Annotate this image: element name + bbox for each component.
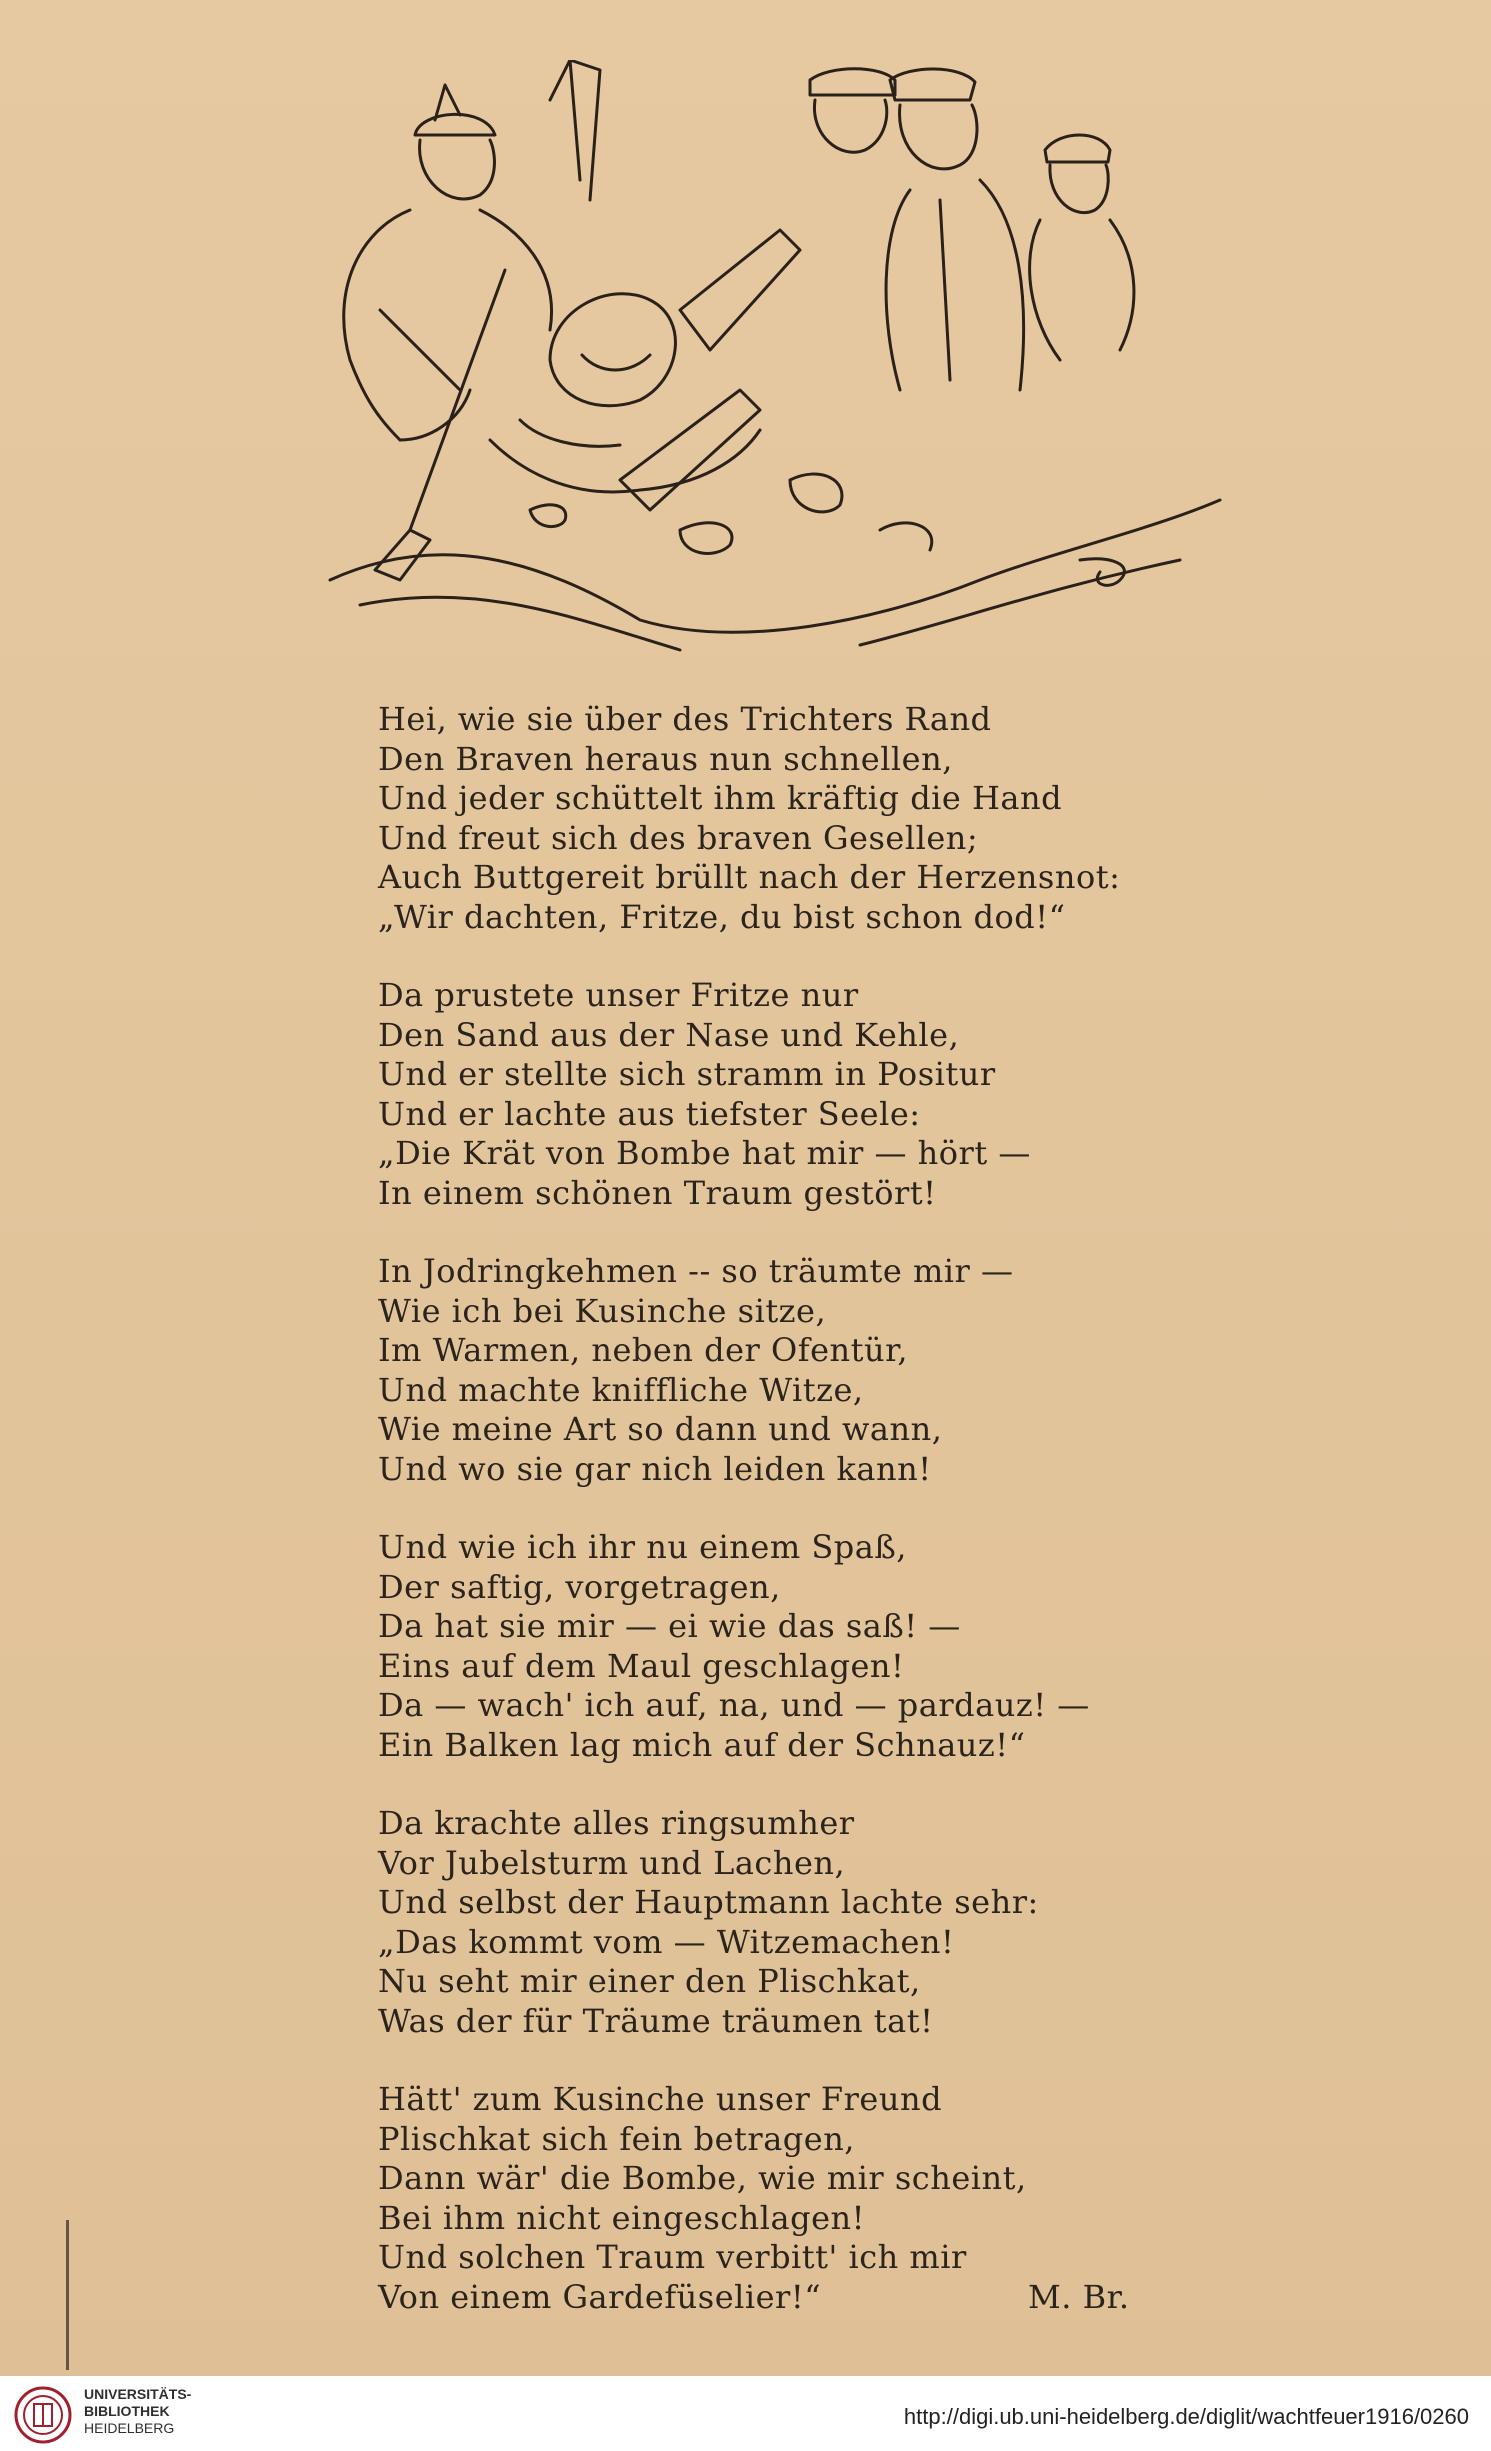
verse-line: Hei, wie sie über des Trichters Rand <box>378 700 992 738</box>
library-name-line2: BIBLIOTHEK <box>84 2403 170 2419</box>
margin-mark <box>66 2220 69 2370</box>
verse-line: Eins auf dem Maul geschlagen! <box>378 1646 905 1685</box>
verse-line: Den Sand aus der Nase und Kehle, <box>378 1015 960 1054</box>
verse-line: Da prustete unser Fritze nur <box>378 976 859 1014</box>
stanza <box>378 976 1178 1213</box>
verse-line: Plischkat sich fein betragen, <box>378 2119 855 2158</box>
verse-line: Den Braven heraus nun schnellen, <box>378 739 953 778</box>
stanza <box>378 1252 1178 1489</box>
verse-line: Nu seht mir einer den Plischkat, <box>378 1962 921 2000</box>
library-name-line1: UNIVERSITÄTS- <box>84 2386 192 2402</box>
stanza <box>378 2080 1178 2317</box>
verse-line: Und freut sich des braven Gesellen; <box>378 818 979 857</box>
verse-line: Wie ich bei Kusinche sitze, <box>378 1291 827 1330</box>
verse-line-last <box>378 2278 1178 2318</box>
verse-line: Ein Balken lag mich auf der Schnauz!“ <box>378 1725 1026 1764</box>
verse-line: In Jodringkehmen -- so träumte mir — <box>378 1252 1014 1290</box>
verse-line: Und jeder schüttelt ihm kräftig die Hand <box>378 779 1063 817</box>
verse-line: Und er stellte sich stramm in Positur <box>378 1055 996 1093</box>
verse-line: Und wo sie gar nich leiden kann! <box>378 1449 932 1488</box>
verse-line: In einem schönen Traum gestört! <box>378 1173 937 1212</box>
library-name <box>84 2386 191 2437</box>
verse-line: Der saftig, vorgetragen, <box>378 1567 781 1606</box>
library-name-line3: HEIDELBERG <box>84 2420 175 2436</box>
verse-line: „Die Krät von Bombe hat mir — hört — <box>378 1134 1031 1172</box>
verse-line: Und machte kniffliche Witze, <box>378 1370 864 1409</box>
source-url-link[interactable]: http://digi.ub.uni-heidelberg.de/diglit/wachtfeuer1916/0260 <box>903 2404 1469 2429</box>
verse-line: „Das kommt vom — Witzemachen! <box>378 1922 955 1961</box>
trench-soldiers-illustration <box>320 60 1240 660</box>
verse-line: Dann wär' die Bombe, wie mir scheint, <box>378 2159 1027 2197</box>
stanza <box>378 700 1178 937</box>
digitization-footer <box>0 2376 1491 2451</box>
verse-line: Bei ihm nicht eingeschlagen! <box>378 2198 865 2237</box>
verse-line: Und selbst der Hauptmann lachte sehr: <box>378 1883 1039 1921</box>
poem <box>378 700 1178 2356</box>
verse-line-text: Von einem Gardefüselier!“ <box>378 2277 822 2316</box>
verse-line: Und er lachte aus tiefster Seele: <box>378 1094 921 1133</box>
verse-line: Da krachte alles ringsumher <box>378 1804 855 1842</box>
verse-line: Wie meine Art so dann und wann, <box>378 1410 943 1448</box>
verse-line: „Wir dachten, Fritze, du bist schon dod!“ <box>378 897 1066 936</box>
stanza <box>378 1528 1178 1765</box>
verse-line: Auch Buttgereit brüllt nach der Herzensnot: <box>378 858 1121 896</box>
verse-line: Da hat sie mir — ei wie das saß! — <box>378 1607 961 1645</box>
author-signature: M. Br. <box>1028 2277 1130 2316</box>
verse-line: Und solchen Traum verbitt' ich mir <box>378 2238 967 2276</box>
verse-line: Was der für Träume träumen tat! <box>378 2001 934 2040</box>
verse-line: Und wie ich ihr nu einem Spaß, <box>378 1528 907 1566</box>
stanza <box>378 1804 1178 2041</box>
verse-line: Da — wach' ich auf, na, und — pardauz! — <box>378 1686 1090 1724</box>
verse-line: Im Warmen, neben der Ofentür, <box>378 1331 909 1369</box>
university-library-logo-icon <box>14 2386 72 2444</box>
verse-line: Vor Jubelsturm und Lachen, <box>378 1843 846 1882</box>
verse-line: Hätt' zum Kusinche unser Freund <box>378 2080 943 2118</box>
